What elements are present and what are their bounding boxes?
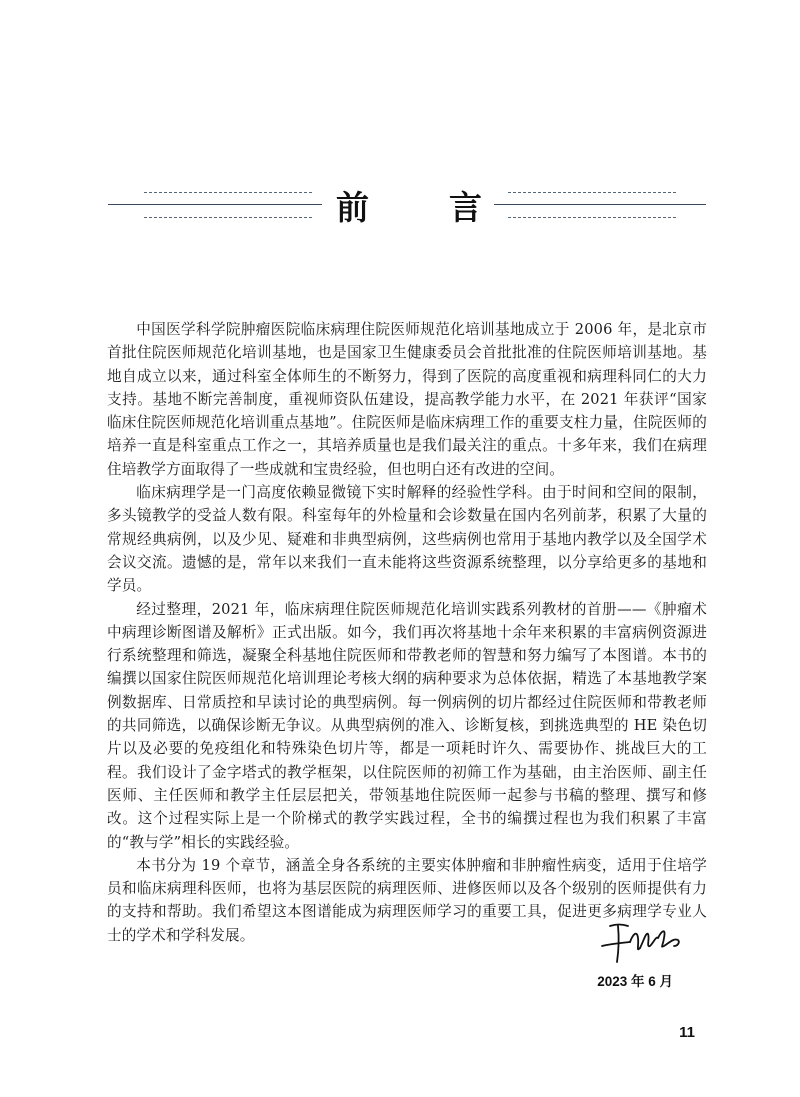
page-title xyxy=(336,185,482,225)
header-dash-left-bottom xyxy=(144,217,312,218)
paragraph-3: 经过整理，2021 年，临床病理住院医师规范化培训实践系列教材的首册——《肿瘤术中病理诊断图谱及解析》正式出版。如今，我们再次将基地十余年来积累的丰富病例资源进行系统整理和筛选，凝聚全科基地住院医师和带教老师的智慧和努力编写了本图谱。本书的编撰以国家住院医师规范化培训理论考核大纲的病种要求为总体依据，精选了本基地教学案例数据库、日常质控和早读讨论的典型病例。每一例病例的切片都经过住院医师和带教老师的共同筛选，以确保诊断无争议。从典型病例的准入、诊断复核，到挑选典型的 HE 染色切片以及必要的免疫组化和特殊染色切片等，都是一项耗时许久、需要协作、挑战巨大的工程。我们设计了金字塔式的教学框架，以住院医师的初筛工作为基础，由主治医师、副主任医师、主任医师和教学主任层层把关，带领基地住院医师一起参与书稿的整理、撰写和修改。这个过程实际上是一个阶梯式的教学实践过程，全书的编撰过程也为我们积累了丰富的“教与学”相长的实践经验。 xyxy=(107,600,707,851)
paragraph-1: 中国医学科学院肿瘤医院临床病理住院医师规范化培训基地成立于 2006 年，是北京市首批住院医师规范化培训基地，也是国家卫生健康委员会首批批准的住院医师培训基地。基地自成立以来，通过科室全体师生的不断努力，得到了医院的高度重视和病理科同仁的大力支持。基地不断完善制度，重视师资队伍建设，提高教学能力水平，在 2021 年获评“国家临床住院医师规范化培训重点基地”。住院医师是临床病理工作的重要支柱力量，住院医师的培养一直是科室重点工作之一，其培养质量也是我们最关注的重点。十多年来，我们在病理住培教学方面取得了一些成就和宝贵经验，但也明白还有改进的空间。 xyxy=(107,321,707,478)
paragraph-4: 本书分为 19 个章节，涵盖全身各系统的主要实体肿瘤和非肿瘤性病变，适用于住培学员和临床病理科医师，也将为基层医院的病理医师、进修医师以及各个级别的医师提供有力的支持和帮助。我们希望这本图谱能成为病理医师学习的重要工具，促进更多病理学专业人士的学术和学科发展。 xyxy=(107,856,707,944)
page-title-char-1: 前 xyxy=(336,187,369,227)
header-rule-left xyxy=(108,204,322,205)
preface-body xyxy=(107,318,707,947)
header-rule-right xyxy=(494,204,706,205)
date: 2023 年 6 月 xyxy=(597,974,673,989)
header-dash-right-bottom xyxy=(508,217,676,218)
header-dash-left-top xyxy=(144,192,312,193)
preface-header xyxy=(108,183,706,229)
page-number: 11 xyxy=(679,1024,695,1041)
header-dash-right-top xyxy=(508,192,676,193)
handwritten-signature xyxy=(600,918,684,968)
paragraph-2: 临床病理学是一门高度依赖显微镜下实时解释的经验性学科。由于时间和空间的限制，多头镜教学的受益人数有限。科室每年的外检量和会诊数量在国内名列前茅，积累了大量的常规经典病例，以及少见、疑难和非典型病例，这些病例也常用于基地内教学以及全国学术会议交流。遗憾的是，常年以来我们一直未能将这些资源系统整理，以分享给更多的基地和学员。 xyxy=(107,484,707,595)
page-title-char-2: 言 xyxy=(449,187,482,227)
